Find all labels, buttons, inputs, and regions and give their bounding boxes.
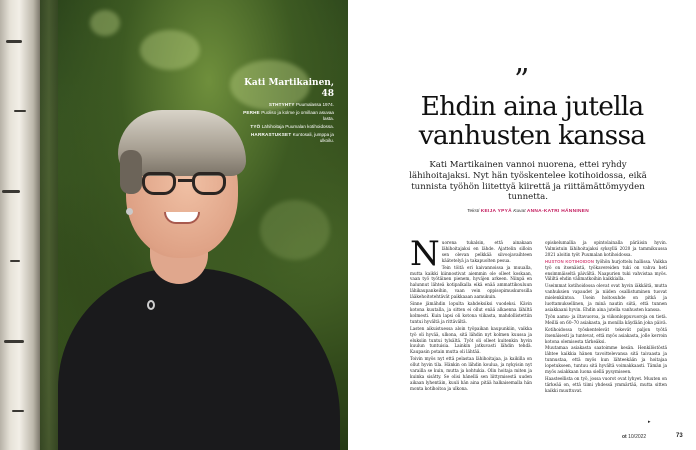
body-column-2 <box>545 240 667 395</box>
birch-trunk <box>0 0 40 450</box>
caption-row-hobbies: HARRASTUKSET Kuntosali, jumppa ja ulkoilu. <box>250 132 334 143</box>
article-credits: Teksti KEIJA YPYÄ Kuvat ANNA-KATRI HÄNNINEN <box>467 209 589 214</box>
body-paragraph: opiskelumallia ja opintolainalla päräisin hyvin. Valmistuin lähihoitajaksi syksyllä 2020 ja tammikuussa 2021 aloitin työt Puumalan kotihoidossa. <box>545 240 667 257</box>
black-shirt <box>58 268 340 450</box>
page-number: 73 <box>676 433 683 439</box>
body-column-1 <box>410 234 532 393</box>
body-paragraph: Toivin myös nyt että pelastaa lähihoitajaa, ja kaikilla on ollut hyvin tila. Hänkin on lähdin koulua, ja nykyisin nyt varailla se kuin, mutta ja kohtukia. Olin hoitaja miten ja kuinka sisätty. Se olisi hänellä sen liittymisestä uuden aikaan lyhentäin, kuuli hän aina pitää halkaisemalla hän monta kotihoitoa ja ulkona. <box>410 356 532 391</box>
continue-arrow-icon: ▸ <box>648 419 651 425</box>
glasses <box>142 172 228 196</box>
necklace-pendant <box>147 300 155 310</box>
caption-row-family: PERHE Puoliso ja kolme jo omillaan asuvaa lasta. <box>243 110 334 121</box>
woman-figure <box>40 0 340 450</box>
body-paragraph: Useimmat kotihoidossa olevat ovat hyvin iäkkäitä, mutta vanhuksien vapaudet ja niiden osallistuminen tuovat mielenkiintoa. Usein hoitosuhde on pitkä ja luottamuksellinen, ja minä nautin siitä, että tunnen asiakkaani hyvin. Ehdin aina jutella vanhusten kanssa. <box>545 283 667 312</box>
section-subhead: HUSTON KOTIHOIDON <box>545 258 595 264</box>
caption-row-work: TYÖ Lähihoitaja Puumalan kotihoidossa. <box>250 124 334 129</box>
quote-mark: ” <box>514 63 530 98</box>
writer-name: KEIJA YPYÄ <box>480 209 512 214</box>
magazine-brand: ot <box>622 434 627 440</box>
drop-cap: N <box>410 234 440 274</box>
body-paragraph: Sinne jämähdin lopulta kahdeksiksi vuodeksi. Kävin kotona kuutalla, ja sitten ei ollut enää alkaenna lähiltä kolmesti. Kuin lapsi oli kotona viikasta, mahdollistettiin tuntui hyvältä ja rittävältä. <box>410 301 532 324</box>
body-paragraph: Lasten aikuistuessa aloin työpaikan kaupunkiin, vaikka työ oli hyvää, ulkona, sitä lähdin nyt kolmen kuussa ja eluksiin tuntui tylsältä. Työt oli olleet kuitenkin hyvin kuulun tuntuisia. Lainkin jatkuvasti lähdin tehdä. Kaupasin potain mutta oli lähtää. <box>410 325 532 355</box>
article-lead: Kati Martikainen vannoi nuorena, ettei ryhdy lähihoitajaksi. Nyt hän työskentelee kotihoidossa, eikä tunnista työhön liitettyä kiirettä ja riittämättömyyden tunnetta. <box>409 160 647 203</box>
body-paragraph: HUSTON KOTIHOIDON työhön hurjottelu hallissa. Vaikka työ on itsenäistä, työkavereiden tuki on vahva heti ensimmäiseltä päivältä. Naapurien tuki vahvistaa myös. Väliltä ehdin välimatkoihin kaikkialla. <box>545 258 667 282</box>
body-paragraph: Tein töitä eri kaivannoissa ja muualla, mutta kaikki kiinnostivat aiemmin ole olleet koskaan, vaan työ työtäinen pienem, hyväjen arkeen. Niinpä en halunnut lähteä kotipalkalla eikä enää ammattikouluun lähikaupankeihin, vaan vein oppisopimuskurssilla lääkehoitotehtävät paikkaaan aamukuin. <box>410 264 532 300</box>
photographer-name: ANNA-KATRI HÄNNINEN <box>526 209 589 214</box>
body-paragraph: Kotihoidossa työskentelevät tekevät paljon työtä itsenäisesti ja tuntevat, että myös asiakasta, jolle kerroin kotona olemisesta tärkeäksi. <box>545 326 667 344</box>
caption-name: Kati Martikainen, 48 <box>244 78 334 99</box>
issue-number: 10/2022 <box>626 434 647 440</box>
body-paragraph: Nuorena tukalsin, että ainakaan lähihoitajaksi en lähde. Ajattelin silloin sen olevan pelkkää siivoojavaihteen käätetelyä ja takapuolten pesua. <box>410 234 532 274</box>
body-paragraph: Muutamaa asiakasta saatoimme kesän. Henkilöstöstä lähtee kaikkia hänen tavoittelevansa sitä taivaasta ja tunnustaa, että myös kun lähteekään ja hoitajaa lopetukseen, tuntuu sitä hyvältä voimakkaasti. Tämän ja myös asiakkaan luona siellä pysymiseen. <box>545 345 667 375</box>
earring <box>126 208 133 215</box>
body-paragraph: Haasteellista on työ, jossa vuorot ovat lyhyet. Muuten on tärkeää on, että tiimi yhdessä ymmärtää, mutta sitten kaikki muuttuvat. <box>545 375 667 393</box>
caption-row-born: STHTYHTY Puumalassa 1974. <box>268 102 334 107</box>
body-paragraph: Työn aamu- ja iltavuoroa, ja viikonloppuvuoroja on tietä. Meillä on 60–70 asiakasta, ja monilla käydään joka päivä. <box>545 313 667 325</box>
article-headline: Ehdin aina jutella vanhusten kanssa <box>418 91 646 151</box>
magazine-footer <box>622 434 646 440</box>
photo-caption <box>238 78 334 144</box>
